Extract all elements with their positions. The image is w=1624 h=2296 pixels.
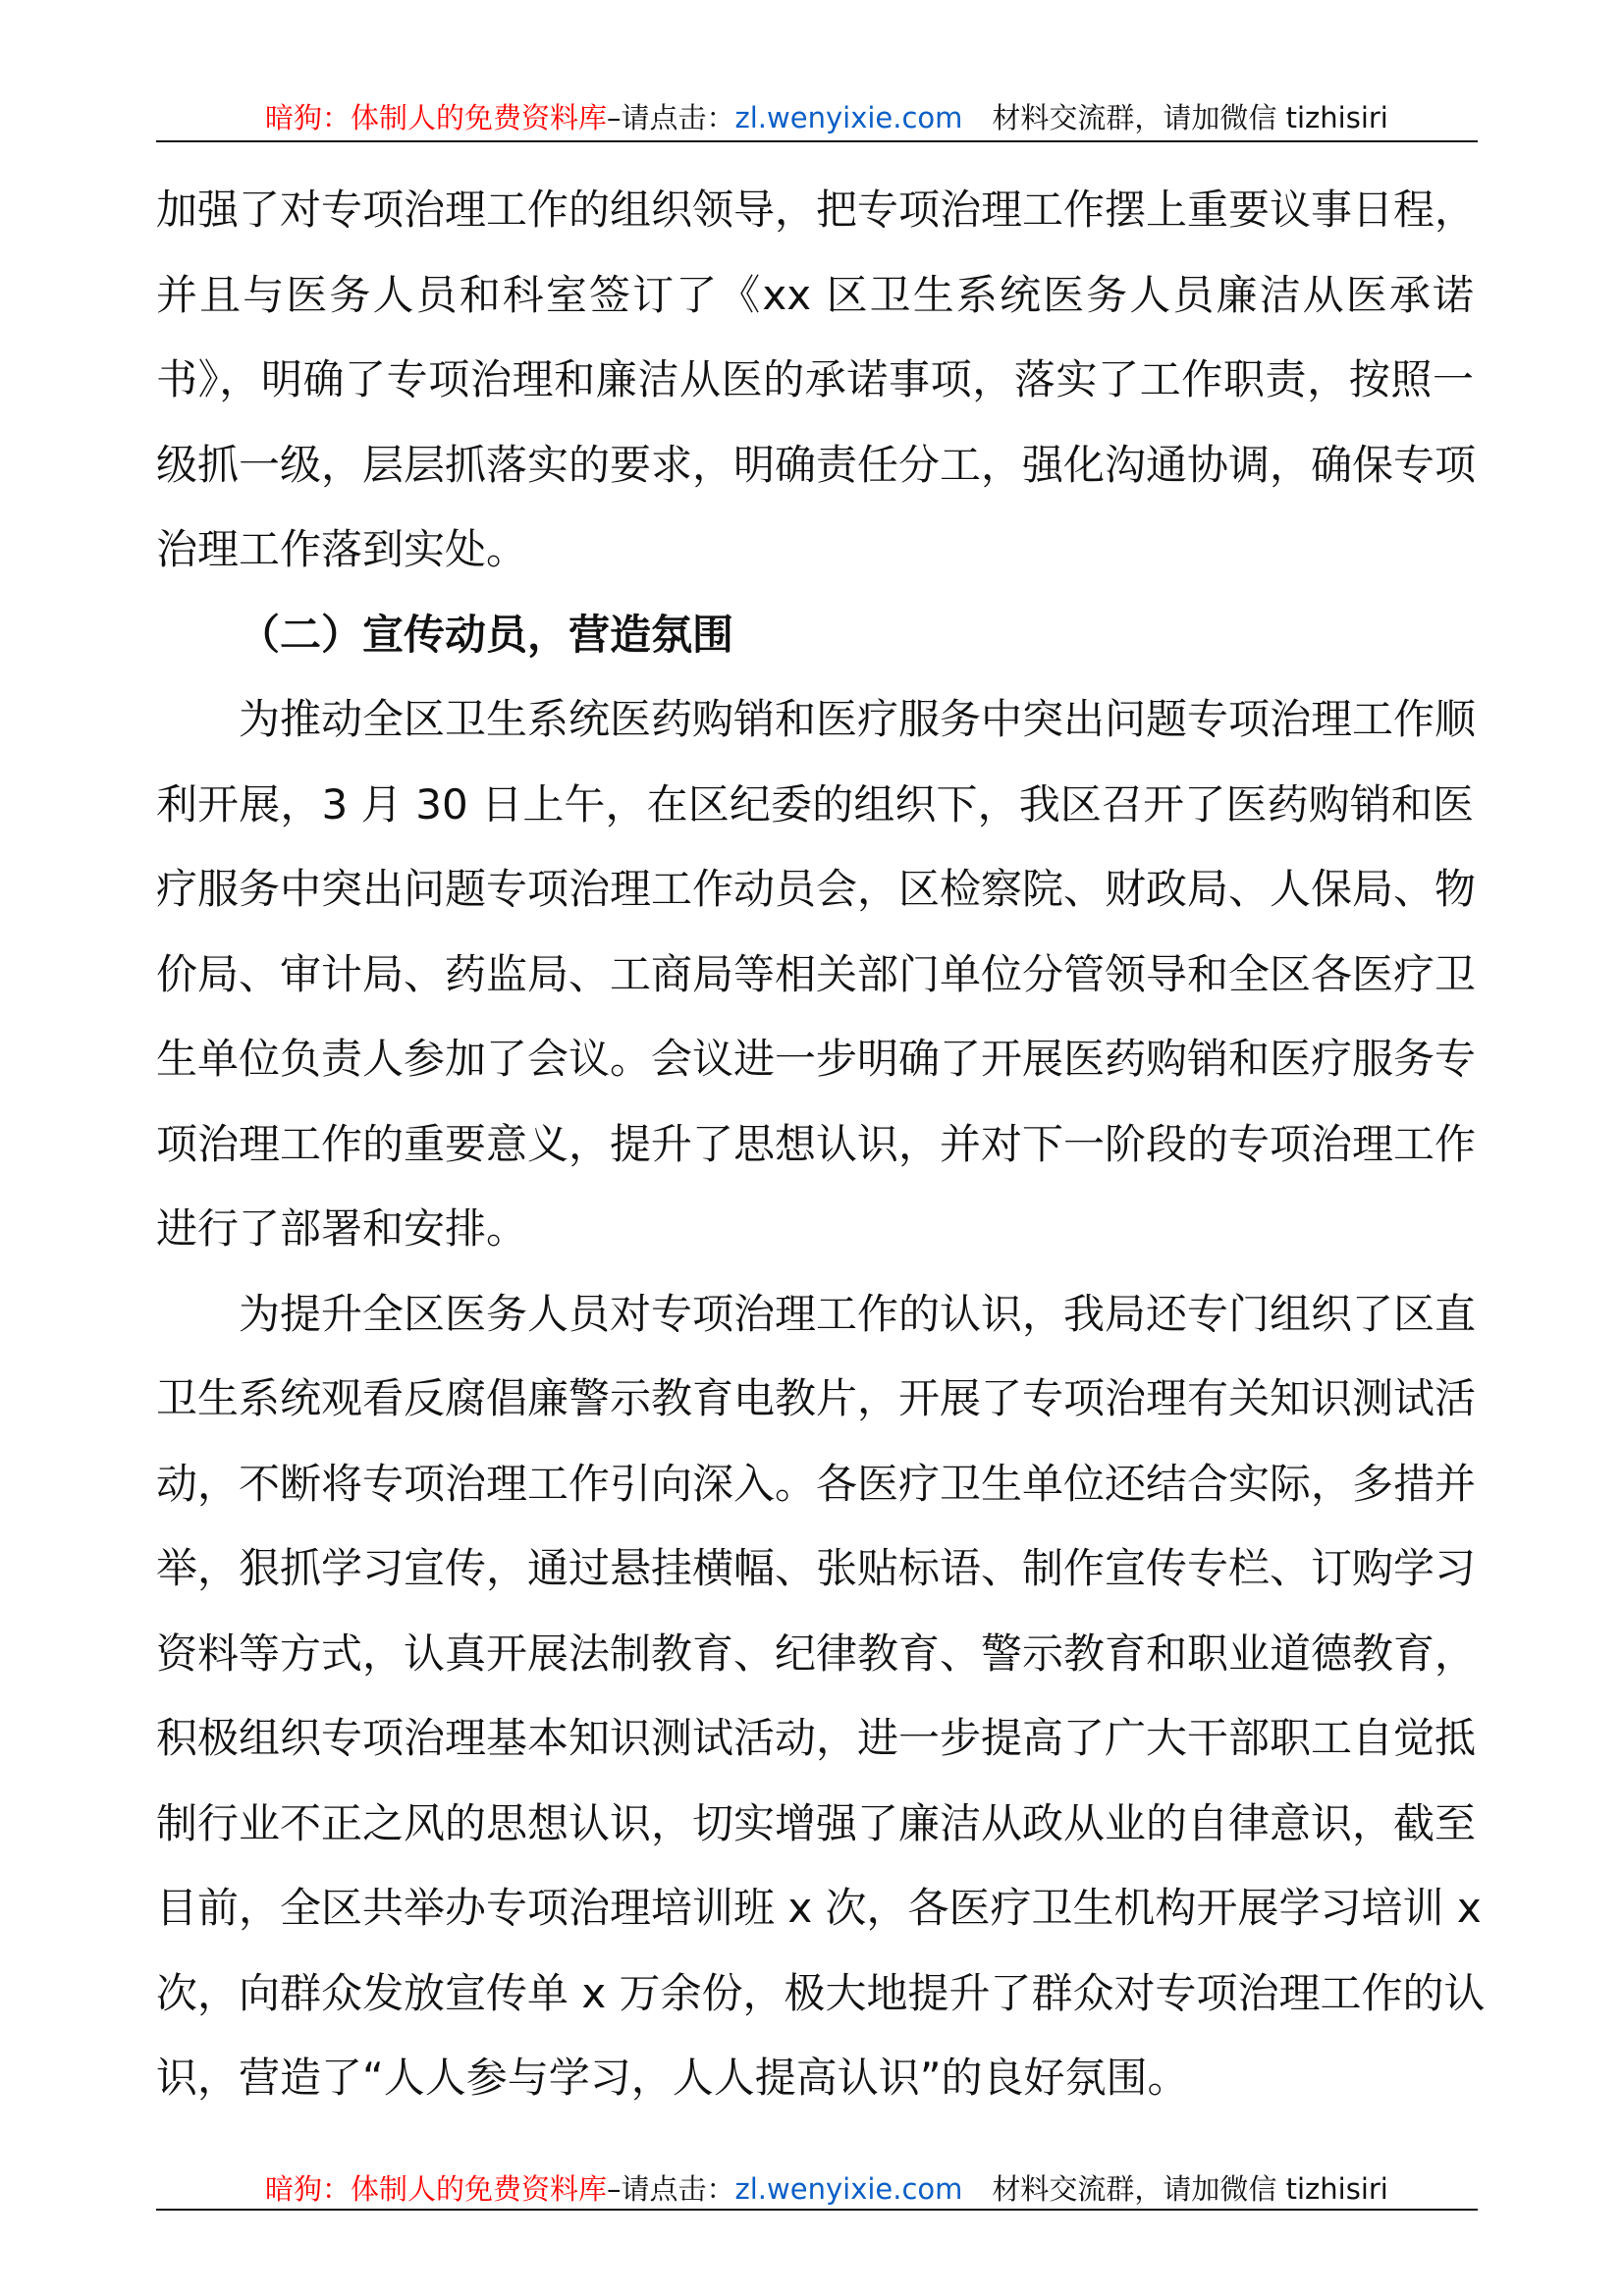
page-header — [156, 98, 1478, 137]
text-line: 生单位负责人参加了会议。会议进一步明确了开展医药购销和医疗服务专 — [156, 1035, 1477, 1083]
text-line: 加强了对专项治理工作的组织领导，把专项治理工作摆上重要议事日程， — [156, 186, 1477, 234]
paragraph — [156, 1272, 1486, 2121]
text-line: （二）宣传动员，营造氛围 — [239, 610, 734, 659]
text-line: 为推动全区卫生系统医药购销和医疗服务中突出问题专项治理工作顺 — [239, 695, 1477, 743]
text-line: 目前，全区共举办专项治理培训班 x 次，各医疗卫生机构开展学习培训 x — [156, 1884, 1482, 1932]
text-line: 治理工作落到实处。 — [156, 525, 528, 573]
footer-divider — [156, 2209, 1478, 2211]
document-body — [156, 168, 1486, 2121]
text-line: 利开展，3 月 30 日上午，在区纪委的组织下，我区召开了医药购销和医 — [156, 779, 1474, 828]
header-brand: 暗狗：体制人的免费资料库 — [265, 101, 608, 134]
header-link[interactable]: zl.wenyixie.com — [734, 101, 963, 134]
text-line: 次，向群众发放宣传单 x 万余份，极大地提升了群众对专项治理工作的认 — [156, 1968, 1486, 2017]
footer-contact: 材料交流群，请加微信 tizhisiri — [992, 2172, 1388, 2206]
text-line: 并且与医务人员和科室签订了《xx 区卫生系统医务人员廉洁从医承诺 — [156, 270, 1474, 319]
header-contact: 材料交流群，请加微信 tizhisiri — [992, 101, 1388, 134]
text-line: 价局、审计局、药监局、工商局等相关部门单位分管领导和全区各医疗卫 — [156, 949, 1477, 998]
footer-prompt: –请点击： — [607, 2172, 735, 2206]
text-line: 举，狠抓学习宣传，通过悬挂横幅、张贴标语、制作宣传专栏、订购学习 — [156, 1544, 1477, 1592]
page-footer — [156, 2169, 1478, 2209]
text-line: 项治理工作的重要意义，提升了思想认识，并对下一阶段的专项治理工作 — [156, 1119, 1477, 1168]
text-line: 为提升全区医务人员对专项治理工作的认识，我局还专门组织了区直 — [239, 1289, 1477, 1338]
header-prompt: –请点击： — [607, 101, 735, 134]
paragraph — [156, 677, 1477, 1272]
text-line: 疗服务中突出问题专项治理工作动员会，区检察院、财政局、人保局、物 — [156, 865, 1477, 913]
text-line: 动，不断将专项治理工作引向深入。各医疗卫生单位还结合实际，多措并 — [156, 1459, 1477, 1508]
text-line: 识，营造了“人人参与学习，人人提高认识”的良好氛围。 — [156, 2054, 1189, 2102]
text-line: 积极组织专项治理基本知识测试活动，进一步提高了广大干部职工自觉抵 — [156, 1714, 1477, 1762]
section-heading — [156, 593, 1474, 678]
paragraph — [156, 168, 1477, 593]
footer-link[interactable]: zl.wenyixie.com — [734, 2172, 963, 2206]
header-divider — [156, 140, 1478, 142]
footer-brand: 暗狗：体制人的免费资料库 — [265, 2172, 608, 2206]
text-line: 卫生系统观看反腐倡廉警示教育电教片，开展了专项治理有关知识测试活 — [156, 1374, 1477, 1422]
text-line: 级抓一级，层层抓落实的要求，明确责任分工，强化沟通协调，确保专项 — [156, 440, 1477, 489]
text-line: 书》，明确了专项治理和廉洁从医的承诺事项，落实了工作职责，按照一 — [156, 355, 1474, 403]
text-line: 进行了部署和安排。 — [156, 1204, 528, 1253]
text-line: 制行业不正之风的思想认识，切实增强了廉洁从政从业的自律意识，截至 — [156, 1798, 1477, 1847]
text-line: 资料等方式，认真开展法制教育、纪律教育、警示教育和职业道德教育， — [156, 1629, 1477, 1678]
